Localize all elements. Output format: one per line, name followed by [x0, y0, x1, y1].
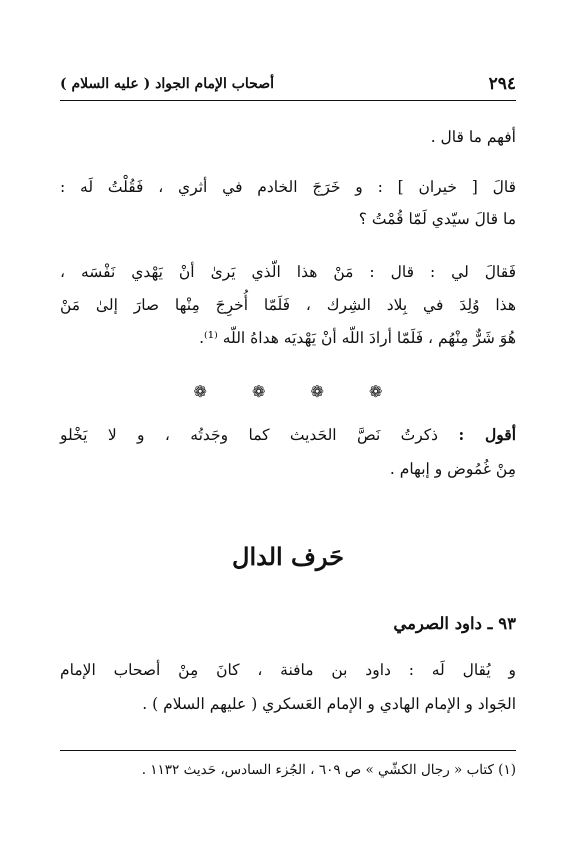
star-ornament-icon: ❁: [252, 382, 266, 401]
footnote-rule: [60, 750, 516, 751]
entry-line-1: و يُقال لَه : داود بن مافنة ، كانَ مِنْ أصحاب الإمام: [60, 661, 516, 679]
body-line-1: أفهم ما قال .: [430, 128, 516, 146]
entry-title: ٩٣ ـ داود الصرمي: [393, 614, 516, 633]
header-rule: [60, 100, 516, 101]
star-ornament-icon: ❁: [369, 382, 383, 401]
entry-line-2: الجَواد و الإمام الهادي و الإمام العَسكري ( عليهم السلام ) .: [142, 695, 516, 713]
page-header: [60, 70, 516, 100]
page-number: ٢٩٤: [488, 74, 516, 94]
star-ornament-icon: ❁: [310, 382, 324, 401]
star-ornament-icon: ❁: [193, 382, 207, 401]
body-line-3: ما قالَ سيّدي لَمّا قُمْتُ ؟: [358, 210, 516, 228]
footnote: (١) كتاب « رجال الكشّي » ص ٦٠٩ ، الجُزء السادس، حَديث ١١٣٢ .: [141, 762, 516, 778]
section-divider-stars: [0, 382, 576, 401]
body-line-2: قالَ [ خيران ] : و خَرَجَ الخادم في أثري ، فَقُلْتُ لَه :: [60, 178, 516, 196]
section-title: حَرف الدال: [232, 542, 344, 571]
body-line-8: مِنْ غُمُوض و إبهام .: [389, 460, 516, 478]
body-line-5: هذا وُلِدَ في بِلاد الشِرك ، فَلَمّا أُخرِجَ مِنْها صارَ إلىٰ مَنْ: [60, 296, 516, 314]
running-title: أصحاب الإمام الجواد ( عليه السلام ): [60, 76, 274, 92]
body-line-4: فَقالَ لي : قال : مَنْ هذا الّذي يَرىٰ أنْ يَهْدي نَفْسَه ،: [60, 263, 516, 281]
body-line-6: هُوَ شَرٌّ مِنْهُم ، فَلَمّا أرادَ اللّه أنْ يَهْديَه هداهُ اللّه ⁽¹⁾.: [199, 329, 516, 347]
aqool-text: ذكرتُ نَصَّ الحَديث كما وجَدتُه ، و لا يَخْلو: [60, 426, 459, 444]
body-line-7: [60, 424, 516, 446]
aqool-lead: أقول :: [458, 425, 516, 444]
